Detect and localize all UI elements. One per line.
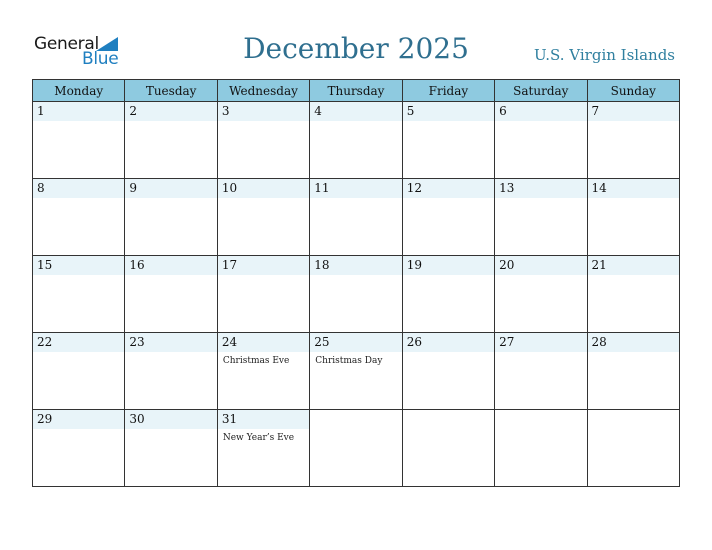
day-number: 4 xyxy=(314,104,322,118)
day-number: 8 xyxy=(37,181,45,195)
day-cell xyxy=(125,410,217,487)
day-cell xyxy=(495,102,587,179)
day-number-band xyxy=(310,410,401,429)
day-number-band xyxy=(588,410,679,429)
weekday-header: Sunday xyxy=(587,80,679,102)
week-row xyxy=(33,179,680,256)
region-label: U.S. Virgin Islands xyxy=(534,46,675,64)
day-number: 22 xyxy=(37,335,53,349)
weekday-header: Wednesday xyxy=(217,80,309,102)
weekday-header-row xyxy=(33,80,680,102)
week-row xyxy=(33,102,680,179)
calendar-title: December 2025 xyxy=(243,32,469,65)
day-number: 23 xyxy=(129,335,145,349)
day-number-band xyxy=(218,102,309,121)
day-cell xyxy=(495,256,587,333)
day-number: 31 xyxy=(221,412,238,426)
day-number: 30 xyxy=(129,412,145,426)
day-cell xyxy=(310,256,402,333)
day-number: 17 xyxy=(221,258,238,272)
weekday-header: Monday xyxy=(33,80,125,102)
day-number: 16 xyxy=(129,258,145,272)
day-cell xyxy=(495,333,587,410)
day-number: 20 xyxy=(499,258,515,272)
day-number: 19 xyxy=(406,258,422,272)
day-cell xyxy=(217,410,309,487)
day-cell xyxy=(125,333,217,410)
empty-day-cell xyxy=(310,410,402,487)
weekday-header: Saturday xyxy=(495,80,587,102)
day-number: 7 xyxy=(591,104,600,118)
day-number: 29 xyxy=(37,412,53,426)
day-cell xyxy=(402,102,494,179)
day-cell xyxy=(125,179,217,256)
day-cell xyxy=(402,333,494,410)
day-cell xyxy=(587,333,679,410)
day-number: 26 xyxy=(406,335,422,349)
day-cell xyxy=(33,102,125,179)
holiday-label: Christmas Day xyxy=(315,356,383,366)
day-cell xyxy=(587,102,679,179)
day-cell xyxy=(402,179,494,256)
day-number-band xyxy=(310,102,401,121)
day-number: 25 xyxy=(314,335,330,349)
weekday-header: Thursday xyxy=(310,80,402,102)
day-number-band xyxy=(403,102,494,121)
day-cell xyxy=(217,179,309,256)
day-cell xyxy=(125,102,217,179)
day-number: 10 xyxy=(221,181,238,195)
day-number-band xyxy=(33,102,124,121)
day-cell xyxy=(217,333,309,410)
day-number: 11 xyxy=(314,181,330,195)
empty-day-cell xyxy=(402,410,494,487)
day-cell xyxy=(125,256,217,333)
day-number: 27 xyxy=(499,335,515,349)
day-number: 6 xyxy=(499,104,507,118)
weekday-header: Tuesday xyxy=(125,80,217,102)
calendar-grid xyxy=(32,79,680,487)
day-number: 13 xyxy=(499,181,515,195)
day-cell xyxy=(587,256,679,333)
holiday-label: Christmas Eve xyxy=(222,356,290,366)
day-cell xyxy=(310,179,402,256)
week-row xyxy=(33,410,680,487)
day-cell xyxy=(33,333,125,410)
logo-text-general: General xyxy=(34,34,99,54)
day-number-band xyxy=(125,102,216,121)
day-number: 2 xyxy=(129,104,138,118)
day-number: 5 xyxy=(406,104,415,118)
day-cell xyxy=(310,102,402,179)
day-number: 28 xyxy=(591,335,607,349)
empty-day-cell xyxy=(495,410,587,487)
day-number-band xyxy=(588,102,679,121)
logo-text-blue: Blue xyxy=(82,49,119,69)
day-number: 15 xyxy=(37,258,53,272)
day-number: 21 xyxy=(591,258,607,272)
day-number: 9 xyxy=(129,181,138,195)
day-number: 18 xyxy=(314,258,330,272)
day-number: 3 xyxy=(221,104,230,118)
day-cell xyxy=(217,102,309,179)
day-cell xyxy=(587,179,679,256)
day-cell xyxy=(310,333,402,410)
day-cell xyxy=(402,256,494,333)
day-number-band xyxy=(495,410,586,429)
day-number-band xyxy=(495,102,586,121)
empty-day-cell xyxy=(587,410,679,487)
day-cell xyxy=(495,179,587,256)
day-cell xyxy=(33,179,125,256)
day-cell xyxy=(33,410,125,487)
day-cell xyxy=(217,256,309,333)
day-number: 14 xyxy=(591,181,607,195)
holiday-label: New Year’s Eve xyxy=(222,433,295,443)
week-row xyxy=(33,256,680,333)
day-number: 12 xyxy=(406,181,422,195)
day-number: 1 xyxy=(37,104,45,118)
day-number-band xyxy=(403,410,494,429)
day-number: 24 xyxy=(221,335,238,349)
day-number-band xyxy=(33,179,124,198)
weekday-header: Friday xyxy=(402,80,494,102)
week-row xyxy=(33,333,680,410)
day-cell xyxy=(33,256,125,333)
day-number-band xyxy=(125,179,216,198)
